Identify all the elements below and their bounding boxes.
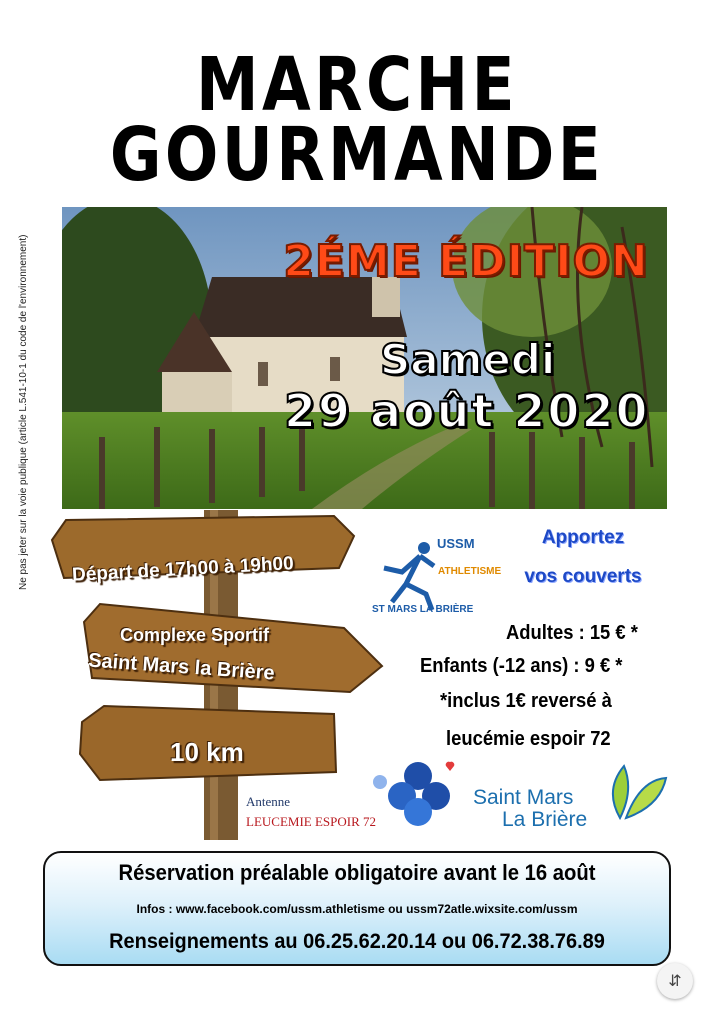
legal-side-note: Ne pas jeter sur la voie publique (article L.541-10-1 du code de l'environnement) [18, 234, 29, 590]
bring-cutlery-line-2: vos couverts [524, 566, 642, 587]
edition-label: 2ÉME ÉDITION [283, 236, 649, 287]
collapse-icon: ⇵ [668, 973, 682, 990]
price-children: Enfants (-12 ans) : 9 € * [420, 655, 623, 677]
reservation-notice: Réservation préalable obligatoire avant le 16 août [118, 860, 596, 885]
price-adults: Adultes : 15 € * [506, 622, 638, 644]
leaf-icon [600, 760, 670, 820]
event-day: Samedi [380, 335, 556, 384]
title-line-1: MARCHE [196, 42, 518, 128]
event-date: 29 août 2020 [284, 384, 650, 438]
collapse-button[interactable] [657, 963, 693, 999]
town-logo-line-2: La Brière [502, 808, 588, 831]
club-logo-bottom: ST MARS LA BRIÈRE [372, 604, 474, 615]
distance-sign: 10 km [170, 737, 244, 767]
price-note-line-1: *inclus 1€ reversé à [440, 690, 612, 712]
club-logo-middle: ATHLETISME [438, 566, 502, 577]
contact-phones: Renseignements au 06.25.62.20.14 ou 06.72.38.76.89 [109, 930, 605, 953]
title-line-2: GOURMANDE [109, 112, 605, 198]
antenne-label: Antenne [246, 794, 291, 809]
antenne-name: LEUCEMIE ESPOIR 72 [246, 814, 376, 829]
venue-sign-line-1: Complexe Sportif [120, 625, 270, 645]
info-links: Infos : www.facebook.com/ussm.athletisme ou ussm72atle.wixsite.com/ussm [136, 902, 578, 916]
bring-cutlery-line-1: Apportez [541, 527, 625, 548]
club-logo-top: USSM [437, 536, 475, 551]
town-logo-line-1: Saint Mars [473, 786, 574, 809]
venue-sign-line-2: Saint Mars la Brière [87, 649, 276, 685]
departure-sign: Départ de 17h00 à 19h00 [71, 553, 295, 586]
flower-icon [366, 760, 476, 830]
price-note-line-2: leucémie espoir 72 [446, 728, 611, 750]
